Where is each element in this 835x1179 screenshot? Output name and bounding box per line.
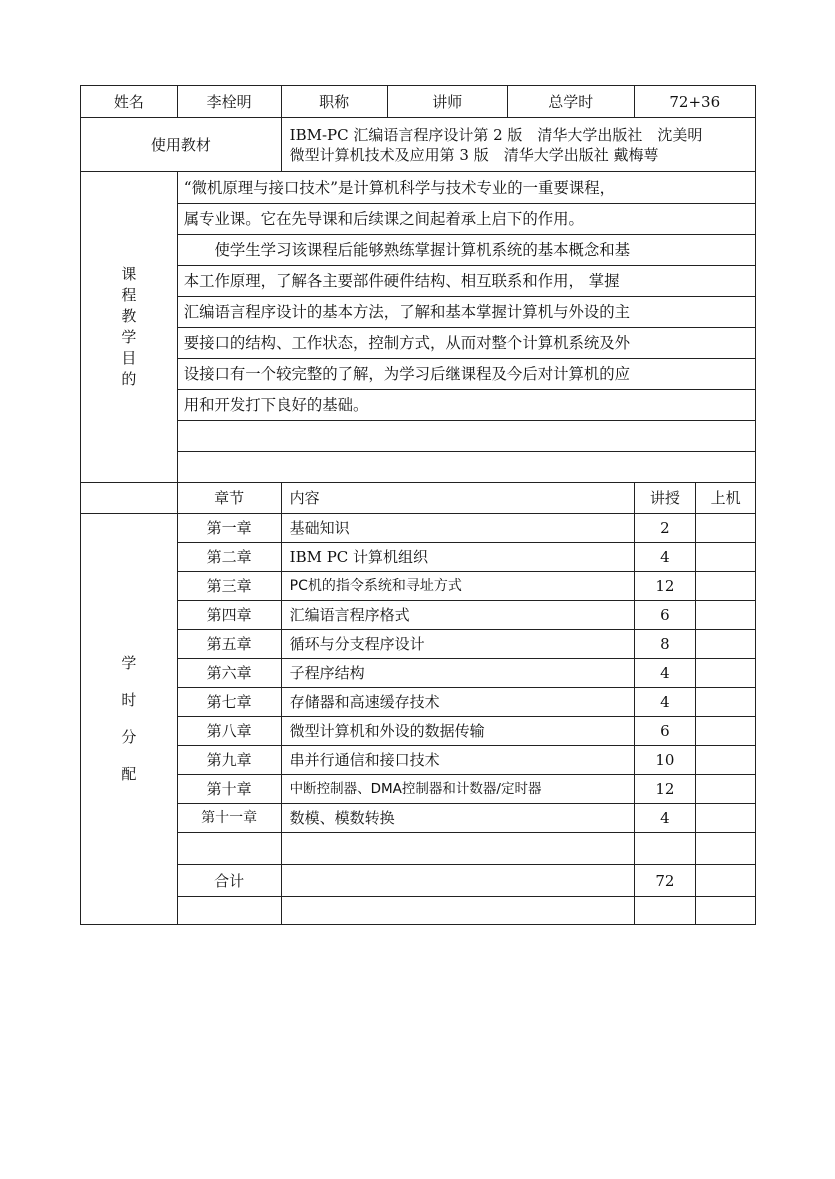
blank-row [81, 897, 756, 925]
total-row [81, 865, 756, 897]
objectives-label: 课 程 教 学 目 的 [81, 172, 178, 483]
lab-hours-cell [696, 543, 756, 572]
objective-blank-line [177, 452, 755, 483]
lab-hours-cell [696, 514, 756, 543]
lecture-hours-cell: 6 [634, 717, 696, 746]
lab-hours-cell [696, 775, 756, 804]
textbook-row [81, 118, 756, 172]
content-column-header: 内容 [281, 483, 634, 514]
chapter-cell: 第九章 [177, 746, 281, 775]
lab-hours-cell [696, 717, 756, 746]
objective-line: 汇编语言程序设计的基本方法，了解和基本掌握计算机与外设的主 [177, 297, 755, 328]
objective-line: 要接口的结构、工作状态，控制方式，从而对整个计算机系统及外 [177, 328, 755, 359]
total-lecture-hours: 72 [634, 865, 696, 897]
lecture-hours-cell: 4 [634, 804, 696, 833]
lecture-hours-cell: 12 [634, 775, 696, 804]
lecture-hours-cell: 10 [634, 746, 696, 775]
schedule-header-blank [81, 483, 178, 514]
schedule-label: 学 时 分 配 [81, 514, 178, 925]
lab-column-header: 上机 [696, 483, 756, 514]
chapter-cell: 第六章 [177, 659, 281, 688]
course-plan-form [80, 85, 756, 925]
table-row [81, 572, 756, 601]
objective-line: 设接口有一个较完整的了解，为学习后继课程及今后对计算机的应 [177, 359, 755, 390]
total-lab-hours [696, 865, 756, 897]
table-row [81, 659, 756, 688]
lab-hours-cell [696, 659, 756, 688]
lecture-column-header: 讲授 [634, 483, 696, 514]
table-row [81, 775, 756, 804]
lecture-hours-cell: 4 [634, 659, 696, 688]
lecture-hours-cell: 4 [634, 543, 696, 572]
table-row [81, 514, 756, 543]
textbook-line: IBM-PC 汇编语言程序设计第 2 版 清华大学出版社 沈美明 [289, 125, 703, 144]
objective-line: 使学生学习该课程后能够熟练掌握计算机系统的基本概念和基 [177, 235, 755, 266]
total-label: 合计 [177, 865, 281, 897]
name-label: 姓名 [81, 86, 178, 118]
content-cell: 子程序结构 [281, 659, 634, 688]
lecture-hours-cell: 8 [634, 630, 696, 659]
chapter-cell: 第三章 [177, 572, 281, 601]
chapter-cell: 第四章 [177, 601, 281, 630]
lecture-hours-cell: 2 [634, 514, 696, 543]
content-cell: IBM PC 计算机组织 [281, 543, 634, 572]
table-row [81, 746, 756, 775]
lab-hours-cell [696, 630, 756, 659]
lecture-hours-cell: 12 [634, 572, 696, 601]
objective-blank-line [177, 421, 755, 452]
lecture-hours-cell: 6 [634, 601, 696, 630]
content-cell: 中断控制器、DMA控制器和计数器/定时器 [281, 775, 634, 804]
table-row [81, 601, 756, 630]
name-value: 李栓明 [177, 86, 281, 118]
chapter-cell: 第五章 [177, 630, 281, 659]
content-cell: 微型计算机和外设的数据传输 [281, 717, 634, 746]
lab-hours-cell [696, 804, 756, 833]
content-cell: 存储器和高速缓存技术 [281, 688, 634, 717]
chapter-cell: 第十章 [177, 775, 281, 804]
content-cell: PC机的指令系统和寻址方式 [281, 572, 634, 601]
objective-line: 本工作原理，了解各主要部件硬件结构、相互联系和作用， 掌握 [177, 266, 755, 297]
course-plan-table [80, 85, 756, 925]
content-cell: 串并行通信和接口技术 [281, 746, 634, 775]
lecture-hours-cell: 4 [634, 688, 696, 717]
table-row [81, 717, 756, 746]
table-row [81, 630, 756, 659]
header-row [81, 86, 756, 118]
chapter-cell: 第八章 [177, 717, 281, 746]
lab-hours-cell [696, 572, 756, 601]
table-row [81, 688, 756, 717]
total-content-blank [281, 865, 634, 897]
chapter-cell: 第一章 [177, 514, 281, 543]
total-hours-value: 72+36 [634, 86, 755, 118]
lab-hours-cell [696, 746, 756, 775]
objective-line: 用和开发打下良好的基础。 [177, 390, 755, 421]
chapter-cell: 第二章 [177, 543, 281, 572]
textbook-label: 使用教材 [81, 118, 282, 172]
schedule-header-row [81, 483, 756, 514]
blank-row [81, 833, 756, 865]
title-label: 职称 [281, 86, 387, 118]
objective-line: 属专业课。它在先导课和后续课之间起着承上启下的作用。 [177, 204, 755, 235]
table-row [81, 804, 756, 833]
objective-line: “微机原理与接口技术”是计算机科学与技术专业的一重要课程， [177, 172, 755, 204]
total-hours-label: 总学时 [508, 86, 635, 118]
lab-hours-cell [696, 601, 756, 630]
chapter-cell: 第十一章 [177, 804, 281, 833]
chapter-column-header: 章节 [177, 483, 281, 514]
lab-hours-cell [696, 688, 756, 717]
content-cell: 循环与分支程序设计 [281, 630, 634, 659]
textbook-line: 微型计算机技术及应用第 3 版 清华大学出版社 戴梅萼 [289, 145, 659, 164]
content-cell: 汇编语言程序格式 [281, 601, 634, 630]
content-cell: 数模、模数转换 [281, 804, 634, 833]
content-cell: 基础知识 [281, 514, 634, 543]
chapter-cell: 第七章 [177, 688, 281, 717]
textbook-list [281, 118, 755, 172]
title-value: 讲师 [387, 86, 507, 118]
table-row [81, 543, 756, 572]
